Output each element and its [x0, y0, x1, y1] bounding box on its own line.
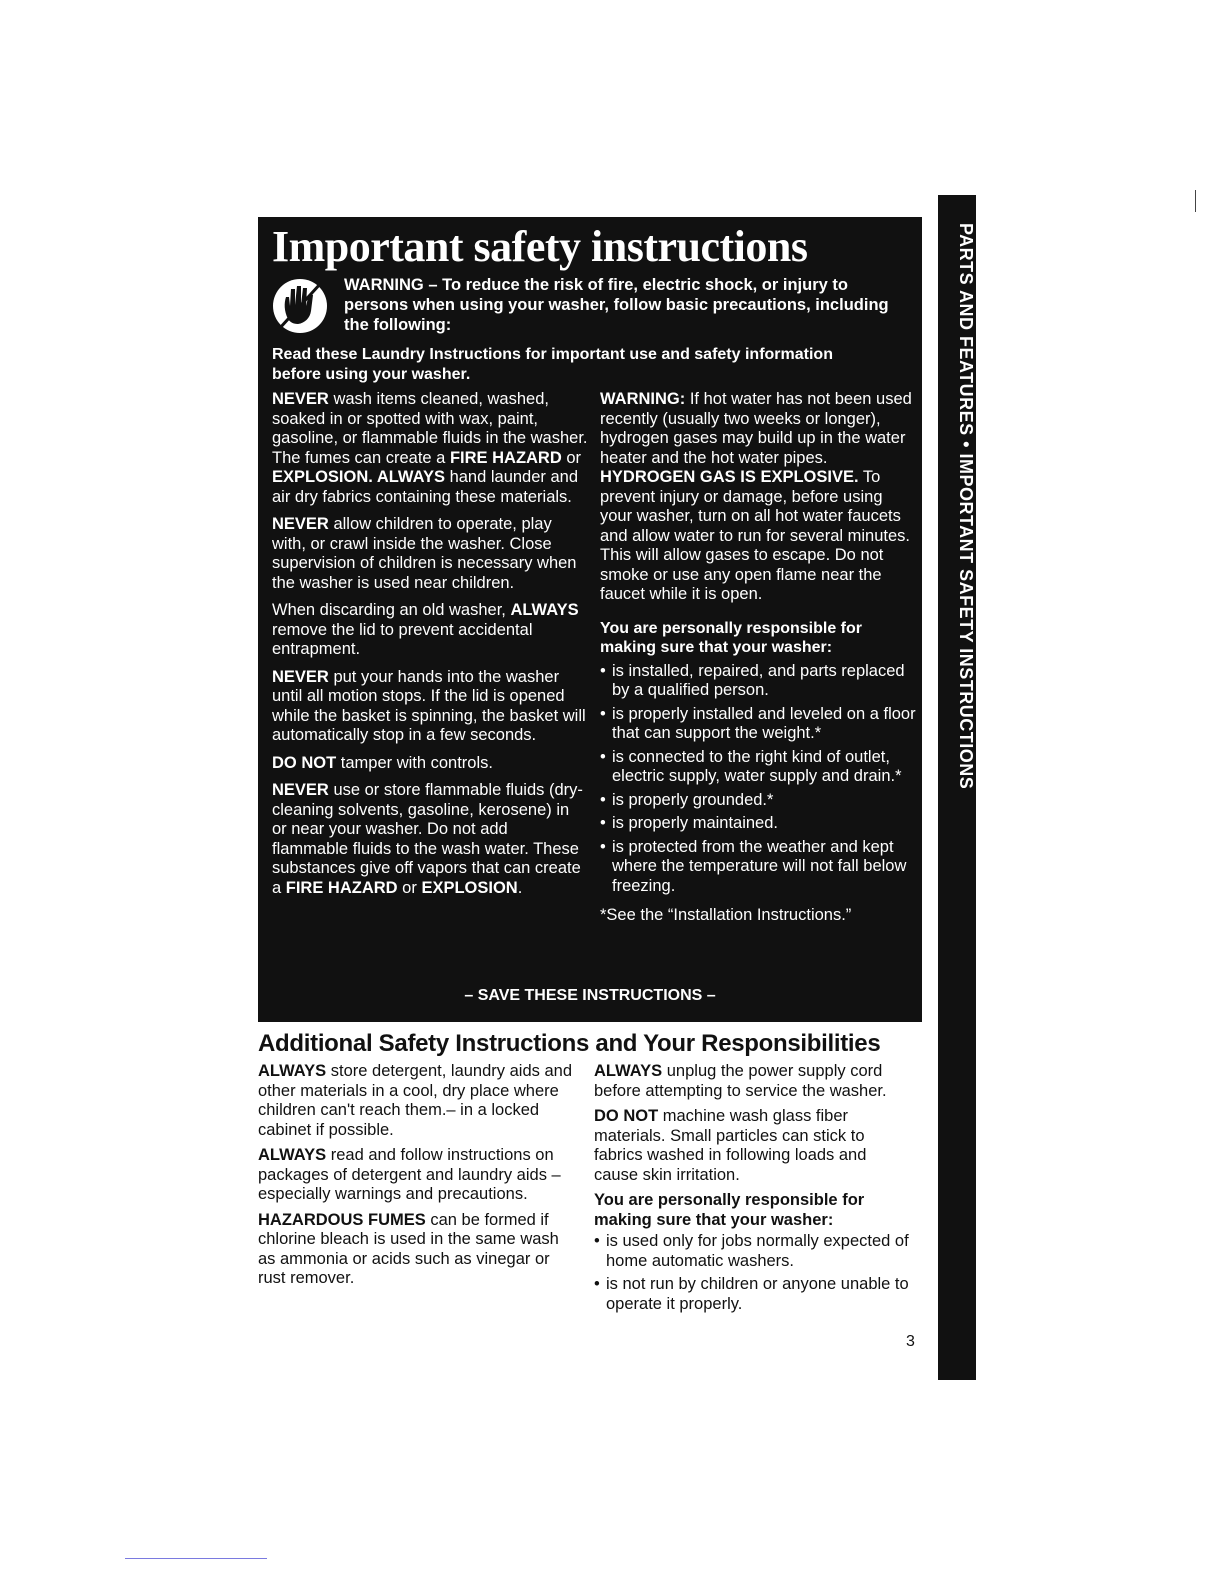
paragraph-flammable-wash: NEVER wash items cleaned, washed, soaked in or spotted with wax, paint, gasoline, or flammable fluids in the washer. The fumes can create a FIRE HAZARD or EXPLOSION. ALWAYS hand launder and air dry fabrics containing these materials.	[272, 390, 588, 506]
paragraph-store-detergent: ALWAYS store detergent, laundry aids and other materials in a cool, dry place where children can't reach them.– in a locked cabinet if possible.	[258, 1062, 572, 1139]
section-side-tab	[938, 195, 976, 1380]
paragraph-hazardous-fumes: HAZARDOUS FUMES can be formed if chlorine bleach is used in the same wash as ammonia or acids such as vinegar or rust remover.	[258, 1210, 559, 1287]
responsibility-heading: You are personally responsible for making sure that your washer:	[600, 619, 862, 656]
paragraph-controls: DO NOT tamper with controls.	[272, 753, 493, 772]
read-notice: Read these Laundry Instructions for important use and safety information before using your washer.	[272, 346, 833, 383]
safety-instructions-box	[258, 217, 922, 1022]
save-instructions-line: – SAVE THESE INSTRUCTIONS –	[464, 987, 716, 1004]
page-number: 3	[906, 1333, 915, 1350]
right-column	[600, 390, 916, 934]
paragraph-hands: NEVER put your hands into the washer until all motion stops. If the lid is opened while the basket is spinning, the basket will automatically stop in a few seconds.	[272, 667, 586, 744]
additional-responsibility-list	[594, 1232, 910, 1314]
list-item: • is used only for jobs normally expected of home automatic washers.	[594, 1232, 910, 1271]
list-item: • is properly grounded.*	[600, 791, 916, 811]
list-item: • is properly installed and leveled on a floor that can support the weight.*	[600, 705, 916, 744]
responsibility-list	[600, 662, 916, 897]
paragraph-hydrogen-warning: WARNING: If hot water has not been used recently (usually two weeks or longer), hydrogen gases may build up in the water heater and the hot water pipes. HYDROGEN GAS IS EXPLOSIVE. To prevent injury or damage, before using your washer, turn on all hot water faucets and allow water to run for several minutes. This will allow gases to escape. Do not smoke or use any open flame near the faucet while it is open.	[600, 390, 912, 603]
hand-warning-icon	[270, 275, 330, 337]
list-item: • is not run by children or anyone unable to operate it properly.	[594, 1275, 910, 1314]
paragraph-discarding: When discarding an old washer, ALWAYS remove the lid to prevent accidental entrapment.	[272, 601, 579, 658]
additional-heading: Additional Safety Instructions and Your Responsibilities	[258, 1030, 881, 1057]
list-item: • is properly maintained.	[600, 814, 916, 834]
paragraph-glass-fiber: DO NOT machine wash glass fiber materials. Small particles can stick to fabrics washed in following loads and cause skin irritation.	[594, 1107, 867, 1184]
margin-mark	[1195, 190, 1196, 212]
side-tab-label: PARTS AND FEATURES • IMPORTANT SAFETY INSTRUCTIONS	[956, 223, 976, 790]
page-title: Important safety instructions	[272, 222, 808, 271]
additional-responsibility-heading: You are personally responsible for making sure that your washer:	[594, 1191, 865, 1229]
paragraph-flammable-store: NEVER use or store flammable fluids (dry-cleaning solvents, gasoline, kerosene) in or near your washer. Do not add flammable fluids to the wash water. These substances give off vapors that can create a FIRE HAZARD or EXPLOSION.	[272, 781, 583, 897]
footnote: *See the “Installation Instructions.”	[600, 906, 852, 924]
additional-left-column	[258, 1062, 574, 1295]
paragraph-children: NEVER allow children to operate, play with, or crawl inside the washer. Close supervision of children is necessary when the washer is used near children.	[272, 515, 577, 592]
additional-right-column	[594, 1062, 910, 1324]
footnote-rule	[125, 1558, 267, 1559]
warning-intro: WARNING – To reduce the risk of fire, electric shock, or injury to persons when using your washer, follow basic precautions, including the following:	[344, 276, 889, 334]
list-item: • is connected to the right kind of outlet, electric supply, water supply and drain.*	[600, 748, 916, 787]
paragraph-read-instructions: ALWAYS read and follow instructions on packages of detergent and laundry aids – especially warnings and precautions.	[258, 1146, 561, 1203]
paragraph-unplug: ALWAYS unplug the power supply cord before attempting to service the washer.	[594, 1062, 887, 1100]
left-column	[272, 390, 588, 906]
list-item: • is protected from the weather and kept where the temperature will not fall below freezing.	[600, 838, 916, 897]
list-item: • is installed, repaired, and parts replaced by a qualified person.	[600, 662, 916, 701]
